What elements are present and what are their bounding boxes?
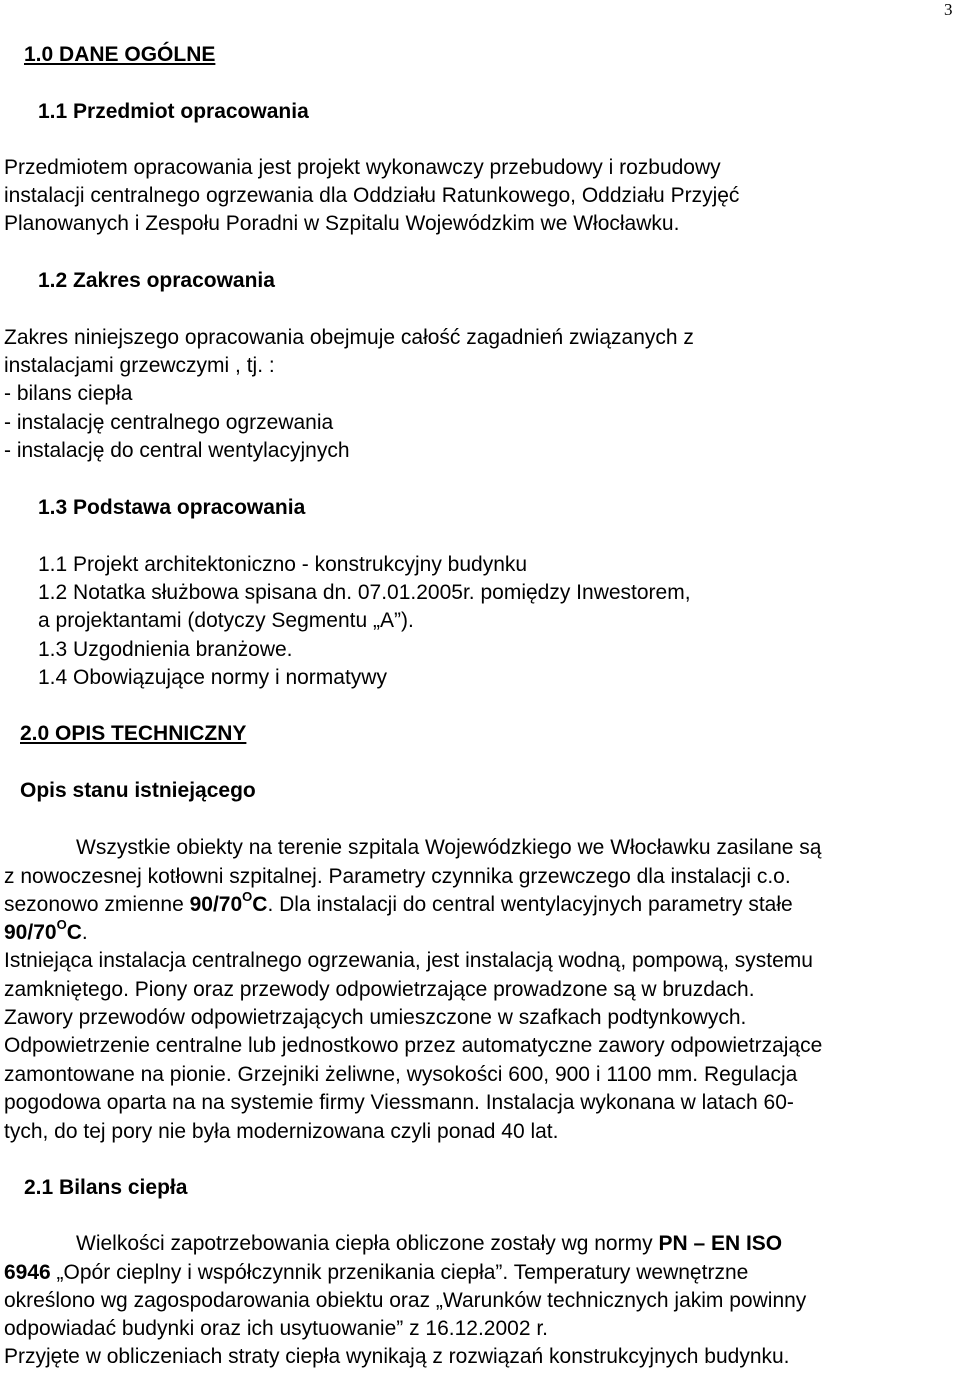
paragraph-line <box>4 917 88 946</box>
paragraph-line: odpowiadać budynki oraz ich usytuowanie” z 16.12.2002 r. <box>4 1317 549 1340</box>
paragraph-line: określono wg zagospodarowania obiektu oraz „Warunków technicznych jakim powinny <box>4 1289 807 1312</box>
paragraph-line: Istniejąca instalacja centralnego ogrzewania, jest instalacją wodną, pompową, systemu <box>4 949 813 972</box>
temperature-value: 90/70 <box>189 893 243 916</box>
list-item: - instalację centralnego ogrzewania <box>4 411 334 434</box>
paragraph-line: zamontowane na pionie. Grzejniki żeliwne, wysokości 600, 900 i 1100 mm. Regulacja <box>4 1063 798 1086</box>
paragraph-line: Odpowietrzenie centralne lub jednostkowo przez automatyczne zawory odpowietrzające <box>4 1034 823 1057</box>
paragraph-line: Przyjęte w obliczeniach straty ciepła wynikają z rozwiązań konstrukcyjnych budynku. <box>4 1345 790 1368</box>
degree-mark: O <box>56 917 67 932</box>
paragraph-line: instalacjami grzewczymi , tj. : <box>4 354 275 377</box>
section-2-heading: 2.0 OPIS TECHNICZNY <box>20 722 247 745</box>
text: . Dla instalacji do central wentylacyjnych parametry stałe <box>267 893 793 916</box>
text: Wielkości zapotrzebowania ciepła obliczone zostały wg normy <box>76 1232 659 1255</box>
text: sezonowo zmienne <box>4 893 190 916</box>
temperature-value: 90/70 <box>4 921 57 944</box>
paragraph-line: tych, do tej pory nie była modernizowana czyli ponad 40 lat. <box>4 1120 559 1143</box>
paragraph-line <box>76 1231 782 1257</box>
paragraph-line <box>4 889 793 918</box>
list-item: - instalację do central wentylacyjnych <box>4 439 350 462</box>
norm-code: 6946 <box>4 1261 51 1284</box>
paragraph-line: instalacji centralnego ogrzewania dla Oddziału Ratunkowego, Oddziału Przyjęć <box>4 184 740 207</box>
celsius-unit: C <box>66 921 82 944</box>
existing-state-heading: Opis stanu istniejącego <box>20 779 256 802</box>
section-1-1-heading: 1.1 Przedmiot opracowania <box>38 100 309 123</box>
list-item: 1.3 Uzgodnienia branżowe. <box>38 638 293 661</box>
paragraph-line: Zawory przewodów odpowietrzających umieszczone w szafkach podtynkowych. <box>4 1006 747 1029</box>
list-item: 1.4 Obowiązujące normy i normatywy <box>38 666 387 689</box>
text: . <box>81 921 88 944</box>
list-item: - bilans ciepła <box>4 382 133 405</box>
paragraph-line: pogodowa oparta na na systemie firmy Viessmann. Instalacja wykonana w latach 60- <box>4 1091 794 1114</box>
section-2-1-heading: 2.1 Bilans ciepła <box>24 1176 188 1199</box>
paragraph-line: Przedmiotem opracowania jest projekt wykonawczy przebudowy i rozbudowy <box>4 156 721 179</box>
paragraph-line <box>4 1260 748 1286</box>
paragraph-line: Wszystkie obiekty na terenie szpitala Wojewódzkiego we Włocławku zasilane są <box>76 836 822 859</box>
paragraph-line: z nowoczesnej kotłowni szpitalnej. Parametry czynnika grzewczego dla instalacji c.o. <box>4 865 791 888</box>
list-item: a projektantami (dotyczy Segmentu „A”). <box>38 609 414 632</box>
list-item: 1.1 Projekt architektoniczno - konstrukcyjny budynku <box>38 553 528 576</box>
section-1-3-heading: 1.3 Podstawa opracowania <box>38 496 306 519</box>
norm-code: PN – EN ISO <box>658 1232 783 1255</box>
page-number: 3 <box>944 0 953 19</box>
list-item: 1.2 Notatka służbowa spisana dn. 07.01.2005r. pomiędzy Inwestorem, <box>38 581 691 604</box>
paragraph-line: Zakres niniejszego opracowania obejmuje całość zagadnień związanych z <box>4 326 694 349</box>
section-1-2-heading: 1.2 Zakres opracowania <box>38 269 275 292</box>
celsius-unit: C <box>252 893 268 916</box>
paragraph-line: zamkniętego. Piony oraz przewody odpowietrzające prowadzone są w bruzdach. <box>4 978 755 1001</box>
paragraph-line: Planowanych i Zespołu Poradni w Szpitalu Wojewódzkim we Włocławku. <box>4 212 680 235</box>
degree-mark: O <box>242 889 253 904</box>
section-1-heading: 1.0 DANE OGÓLNE <box>24 43 216 66</box>
text: „Opór cieplny i współczynnik przenikania ciepła”. Temperatury wewnętrzne <box>50 1261 749 1284</box>
